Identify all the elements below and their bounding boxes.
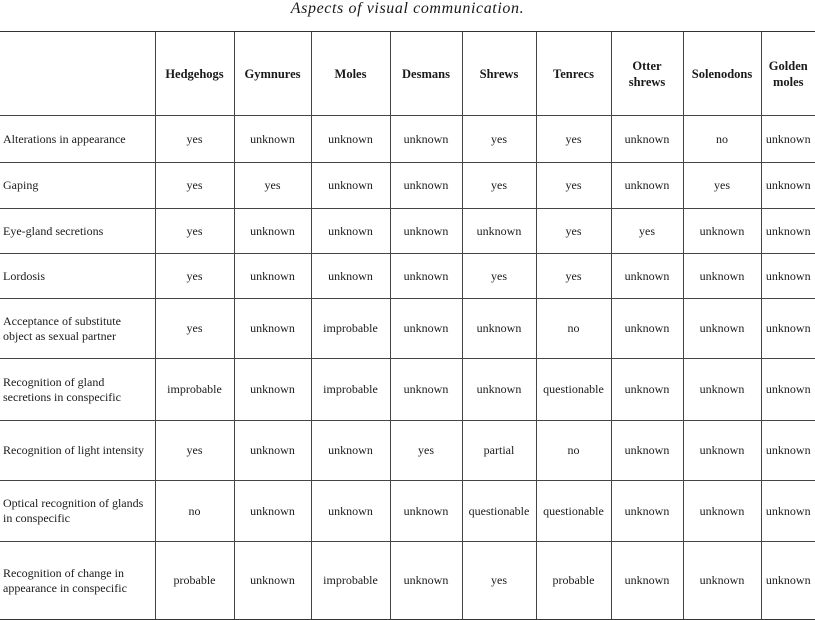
table-cell: unknown <box>390 481 462 542</box>
table-cell: yes <box>234 163 311 209</box>
table-cell: unknown <box>611 481 683 542</box>
table-body <box>0 116 815 620</box>
table-cell: unknown <box>234 254 311 299</box>
table-cell: no <box>536 421 611 481</box>
table-cell: unknown <box>761 481 815 542</box>
table-cell: yes <box>155 116 234 163</box>
column-header: Desmans <box>390 32 462 116</box>
column-header: Shrews <box>462 32 536 116</box>
table-cell: unknown <box>683 254 761 299</box>
table-cell: unknown <box>462 209 536 254</box>
table-cell: unknown <box>683 359 761 421</box>
table-row <box>0 542 815 620</box>
table-cell: questionable <box>462 481 536 542</box>
table-row <box>0 359 815 421</box>
table-row <box>0 299 815 359</box>
table-cell: yes <box>611 209 683 254</box>
table-cell: improbable <box>155 359 234 421</box>
table-cell: unknown <box>390 163 462 209</box>
table-cell: unknown <box>390 254 462 299</box>
table-cell: yes <box>462 116 536 163</box>
row-label: Lordosis <box>0 254 155 299</box>
column-header: Golden moles <box>761 32 815 116</box>
table-row <box>0 116 815 163</box>
table-cell: improbable <box>311 542 390 620</box>
table-cell: questionable <box>536 359 611 421</box>
table-cell: unknown <box>234 481 311 542</box>
table-cell: improbable <box>311 299 390 359</box>
table-cell: yes <box>536 116 611 163</box>
table-cell: unknown <box>311 163 390 209</box>
table-cell: probable <box>536 542 611 620</box>
table-cell: unknown <box>761 542 815 620</box>
table-cell: unknown <box>683 421 761 481</box>
table-cell: unknown <box>761 116 815 163</box>
table-cell: yes <box>155 299 234 359</box>
table-cell: yes <box>536 163 611 209</box>
table-row <box>0 163 815 209</box>
column-header: Hedgehogs <box>155 32 234 116</box>
table-cell: yes <box>462 254 536 299</box>
table-cell: unknown <box>390 209 462 254</box>
row-label: Optical recognition of glands in conspecific <box>0 481 155 542</box>
table-cell: yes <box>155 163 234 209</box>
table-cell: unknown <box>390 299 462 359</box>
table-cell: unknown <box>611 163 683 209</box>
table-cell: unknown <box>311 209 390 254</box>
table-cell: partial <box>462 421 536 481</box>
table-cell: yes <box>462 163 536 209</box>
table-cell: unknown <box>683 209 761 254</box>
corner-header-cell <box>0 32 155 116</box>
table-cell: unknown <box>311 116 390 163</box>
table-cell: unknown <box>611 542 683 620</box>
table-cell: unknown <box>683 481 761 542</box>
table-cell: unknown <box>611 359 683 421</box>
table-cell: no <box>536 299 611 359</box>
row-label: Gaping <box>0 163 155 209</box>
table-cell: probable <box>155 542 234 620</box>
column-header: Tenrecs <box>536 32 611 116</box>
table-cell: unknown <box>462 359 536 421</box>
table-cell: yes <box>462 542 536 620</box>
visual-communication-table <box>0 31 815 620</box>
table-cell: unknown <box>761 421 815 481</box>
table-cell: unknown <box>234 209 311 254</box>
table-cell: unknown <box>311 481 390 542</box>
table-cell: yes <box>536 254 611 299</box>
table-cell: improbable <box>311 359 390 421</box>
row-label: Eye-gland secretions <box>0 209 155 254</box>
table-cell: no <box>155 481 234 542</box>
table-cell: unknown <box>761 359 815 421</box>
table-cell: yes <box>155 421 234 481</box>
table-cell: no <box>683 116 761 163</box>
table-cell: yes <box>683 163 761 209</box>
table-cell: unknown <box>761 209 815 254</box>
table-cell: unknown <box>611 116 683 163</box>
table-cell: unknown <box>611 254 683 299</box>
column-header: Gymnures <box>234 32 311 116</box>
table-cell: unknown <box>761 254 815 299</box>
table-cell: unknown <box>390 359 462 421</box>
table-caption: Aspects of visual communication. <box>290 0 525 17</box>
table-row <box>0 254 815 299</box>
table-cell: unknown <box>234 116 311 163</box>
row-label: Acceptance of substitute object as sexual partner <box>0 299 155 359</box>
table-row <box>0 481 815 542</box>
table-cell: unknown <box>462 299 536 359</box>
header-row <box>0 32 815 116</box>
table-cell: yes <box>155 254 234 299</box>
table-row <box>0 421 815 481</box>
table-cell: unknown <box>311 254 390 299</box>
row-label: Alterations in appearance <box>0 116 155 163</box>
row-label: Recognition of change in appearance in conspecific <box>0 542 155 620</box>
table-cell: unknown <box>611 299 683 359</box>
table-cell: unknown <box>761 163 815 209</box>
table-cell: unknown <box>311 421 390 481</box>
row-label: Recognition of gland secretions in conspecific <box>0 359 155 421</box>
table-cell: unknown <box>234 359 311 421</box>
column-header: Moles <box>311 32 390 116</box>
table-cell: unknown <box>611 421 683 481</box>
row-label: Recognition of light intensity <box>0 421 155 481</box>
table-cell: yes <box>155 209 234 254</box>
table-cell: questionable <box>536 481 611 542</box>
table-cell: yes <box>536 209 611 254</box>
table-cell: unknown <box>234 542 311 620</box>
table-cell: unknown <box>234 299 311 359</box>
table-cell: yes <box>390 421 462 481</box>
table-row <box>0 209 815 254</box>
table-cell: unknown <box>390 542 462 620</box>
column-header: Otter shrews <box>611 32 683 116</box>
table-cell: unknown <box>234 421 311 481</box>
table-cell: unknown <box>761 299 815 359</box>
column-header: Solenodons <box>683 32 761 116</box>
table-cell: unknown <box>390 116 462 163</box>
table-cell: unknown <box>683 542 761 620</box>
table-cell: unknown <box>683 299 761 359</box>
